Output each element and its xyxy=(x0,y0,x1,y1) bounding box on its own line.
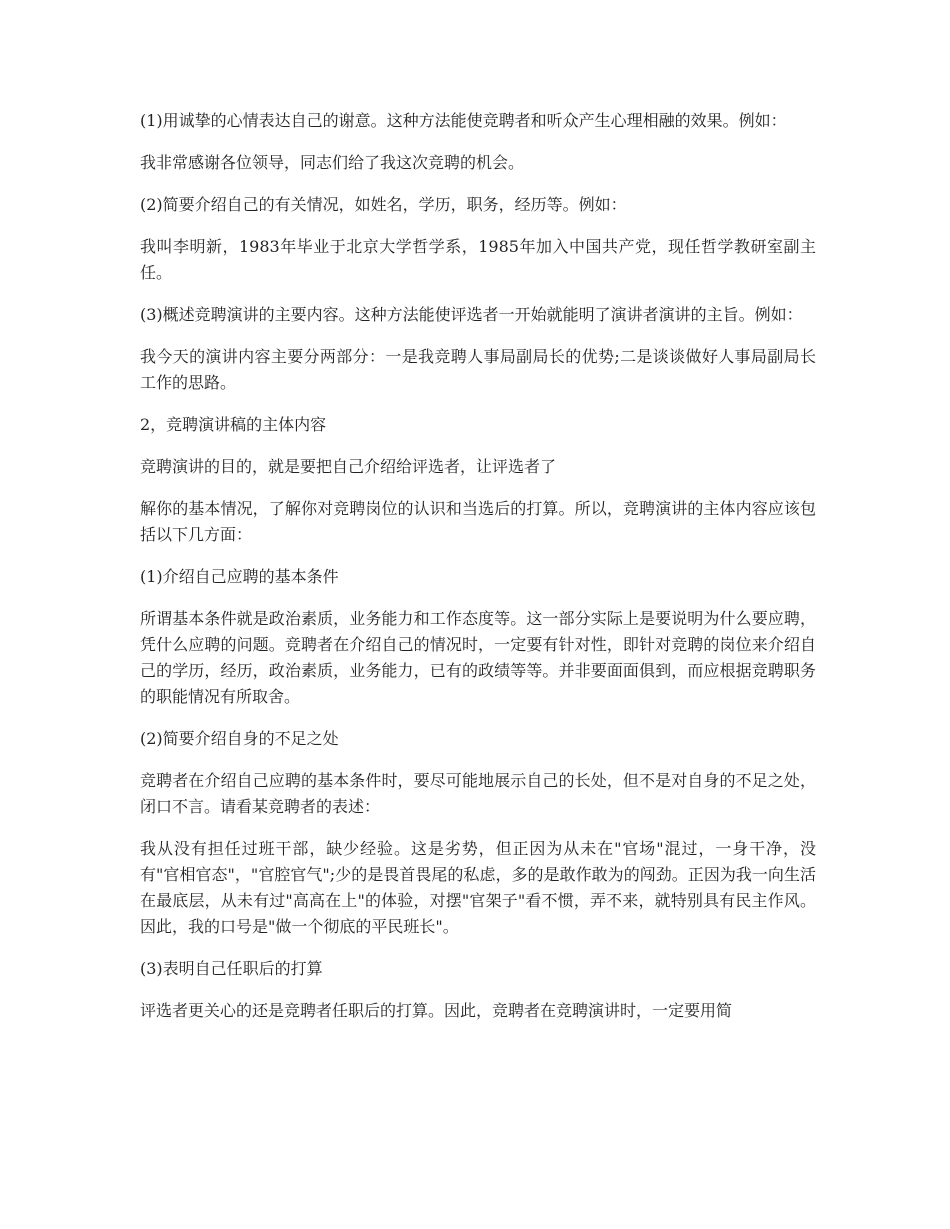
paragraph-4: 我叫李明新，1983年毕业于北京大学哲学系，1985年加入中国共产党，现任哲学教研室副主任。 xyxy=(140,237,816,282)
paragraph-5: (3)概述竞聘演讲的主要内容。这种方法能使评选者一开始就能明了演讲者演讲的主旨。例如： xyxy=(140,305,803,324)
paragraph-6: 我今天的演讲内容主要分两部分：一是我竞聘人事局副局长的优势;二是谈谈做好人事局副局长工作的思路。 xyxy=(140,347,816,392)
paragraph-13: 竞聘者在介绍自己应聘的基本条件时，要尽可能地展示自己的长处，但不是对自身的不足之处，闭口不言。请看某竞聘者的表述： xyxy=(140,771,816,816)
paragraph-3: (2)简要介绍自己的有关情况，如姓名，学历，职务，经历等。例如： xyxy=(140,195,627,214)
paragraph-2: 我非常感谢各位领导，同志们给了我这次竞聘的机会。 xyxy=(140,153,525,172)
paragraph-14: 我从没有担任过班干部，缺少经验。这是劣势，但正因为从未在"官场"混过，一身干净，没有"官相官态"，"官腔官气";少的是畏首畏尾的私虑，多的是敢作敢为的闯劲。正因为我一向生活在最底层，从未有过"高高在上"的体验，对摆"官架子"看不惯，弄不来，就特别具有民主作风。因此，我的口号是"做一个彻底的平民班长"。 xyxy=(140,839,816,936)
paragraph-9: 解你的基本情况，了解你对竞聘岗位的认识和当选后的打算。所以，竞聘演讲的主体内容应该包括以下几方面： xyxy=(140,499,816,544)
subheading-2: (2)简要介绍自身的不足之处 xyxy=(140,729,339,748)
subheading-1: (1)介绍自己应聘的基本条件 xyxy=(140,567,339,586)
document-body xyxy=(140,108,816,1040)
paragraph-8: 竞聘演讲的目的，就是要把自己介绍给评选者，让评选者了 xyxy=(140,457,557,476)
paragraph-11: 所谓基本条件就是政治素质，业务能力和工作态度等。这一部分实际上是要说明为什么要应聘，凭什么应聘的问题。竞聘者在介绍自己的情况时，一定要有针对性，即针对竞聘的岗位来介绍自己的学历，经历，政治素质，业务能力，已有的政绩等等。并非要面面俱到，而应根据竞聘职务的职能情况有所取舍。 xyxy=(140,609,816,706)
paragraph-1: (1)用诚挚的心情表达自己的谢意。这种方法能使竞聘者和听众产生心理相融的效果。例如： xyxy=(140,111,787,130)
paragraph-16: 评选者更关心的还是竞聘者任职后的打算。因此，竞聘者在竞聘演讲时，一定要用简 xyxy=(140,1001,733,1020)
subheading-3: (3)表明自己任职后的打算 xyxy=(140,959,323,978)
section-heading: 2，竞聘演讲稿的主体内容 xyxy=(140,415,327,434)
